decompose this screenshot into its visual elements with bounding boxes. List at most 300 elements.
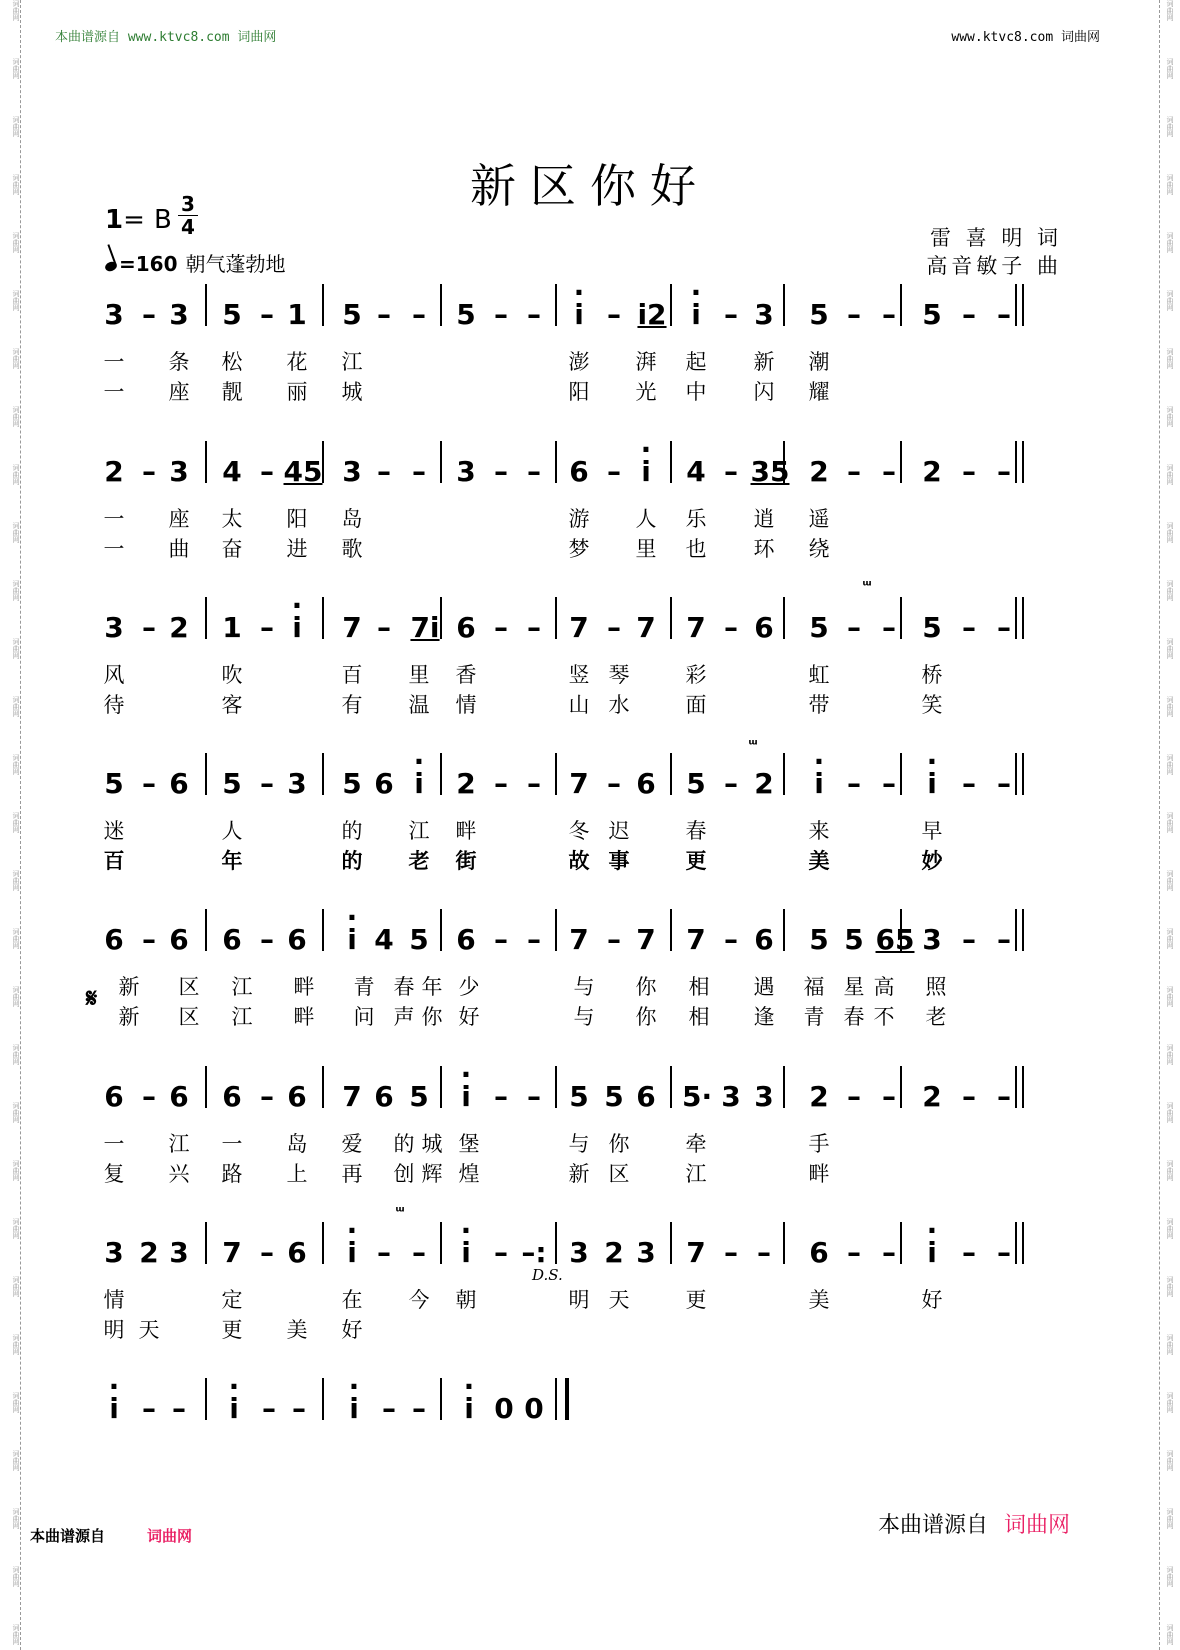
bar-line bbox=[555, 597, 557, 639]
lyric-syllable: 客 bbox=[221, 693, 243, 717]
watermark-text: 词曲网 bbox=[12, 1334, 20, 1355]
lyric-syllable: 青 bbox=[353, 975, 375, 999]
watermark-text: 词曲网 bbox=[12, 174, 20, 195]
note: 6 bbox=[287, 1236, 307, 1269]
lyric-syllable: 与 bbox=[573, 1005, 595, 1029]
lyric-syllable: 老 bbox=[925, 1005, 947, 1029]
notes-row bbox=[100, 455, 1075, 495]
watermark-text: 词曲网 bbox=[1166, 870, 1174, 891]
note: – bbox=[527, 455, 541, 488]
note: 6 bbox=[754, 923, 774, 956]
lyric-syllable: 路 bbox=[221, 1162, 243, 1186]
note: 5 bbox=[604, 1080, 624, 1113]
bar-line-end bbox=[1022, 597, 1024, 639]
lyric-syllable: 美 bbox=[808, 849, 830, 873]
lyric-syllable: 逢 bbox=[753, 1005, 775, 1029]
bar-line bbox=[670, 909, 672, 951]
bar-line bbox=[322, 597, 324, 639]
note: · i bbox=[283, 611, 311, 644]
note: – bbox=[527, 298, 541, 331]
lyric-syllable: 遇 bbox=[753, 975, 775, 999]
bar-line bbox=[205, 1378, 207, 1420]
note: – bbox=[882, 611, 896, 644]
note: – bbox=[412, 1236, 426, 1269]
note: 3 bbox=[169, 1236, 189, 1269]
bar-line bbox=[783, 1066, 785, 1108]
note: 7 bbox=[342, 1080, 362, 1113]
lyric-syllable: 人 bbox=[221, 819, 243, 843]
notes-row bbox=[100, 767, 1075, 807]
note: 7 bbox=[569, 611, 589, 644]
watermark-text: 词曲网 bbox=[12, 1392, 20, 1413]
lyric-syllable: 与 bbox=[568, 1132, 590, 1156]
note: 6 bbox=[754, 611, 774, 644]
note: – bbox=[142, 298, 156, 331]
note: 1 bbox=[222, 611, 242, 644]
note: – bbox=[260, 455, 274, 488]
header-source-left bbox=[55, 26, 276, 45]
lyric-syllable: 煌 bbox=[458, 1162, 480, 1186]
bar-line bbox=[783, 1222, 785, 1264]
lyric-syllable: 澎 bbox=[568, 350, 590, 374]
watermark-text: 词曲网 bbox=[12, 870, 20, 891]
lyric-syllable: 也 bbox=[685, 537, 707, 561]
note: – bbox=[260, 1080, 274, 1113]
note: – bbox=[412, 298, 426, 331]
bar-line bbox=[440, 1066, 442, 1108]
note: 7i bbox=[410, 611, 440, 644]
bar-line bbox=[555, 753, 557, 795]
lyric-syllable: 太 bbox=[221, 507, 243, 531]
note: – bbox=[607, 455, 621, 488]
lyric-syllable: 一 bbox=[103, 380, 125, 404]
lyric-syllable: 畔 bbox=[455, 819, 477, 843]
lyric-syllable: 新 bbox=[118, 1005, 140, 1029]
note: 5 bbox=[104, 767, 124, 800]
note: 6 bbox=[636, 767, 656, 800]
note: – bbox=[377, 455, 391, 488]
lyric-syllable: 年 bbox=[421, 975, 443, 999]
note: 4 bbox=[686, 455, 706, 488]
note: 2 bbox=[809, 455, 829, 488]
key-note: B bbox=[153, 205, 172, 235]
lyric-syllable: 彩 bbox=[685, 663, 707, 687]
lyric-syllable: 春 bbox=[843, 1005, 865, 1029]
lyric-syllable: 情 bbox=[103, 1288, 125, 1312]
watermark-text: 词曲网 bbox=[12, 1450, 20, 1471]
bar-line bbox=[900, 909, 902, 951]
tempo-style: 朝气蓬勃地 bbox=[185, 252, 286, 276]
bar-line bbox=[670, 284, 672, 326]
note: – bbox=[142, 455, 156, 488]
lyric-syllable: 温 bbox=[408, 693, 430, 717]
lyric-syllable: 少 bbox=[458, 975, 480, 999]
watermark-text: 词曲网 bbox=[1166, 1508, 1174, 1529]
lyric-syllable: 爱 bbox=[341, 1132, 363, 1156]
lyric-syllable: 创 bbox=[393, 1162, 415, 1186]
watermark-text: 词曲网 bbox=[1166, 812, 1174, 833]
bar-line bbox=[1015, 597, 1017, 639]
note: – bbox=[997, 923, 1011, 956]
note: 5 bbox=[686, 767, 706, 800]
note: – bbox=[962, 923, 976, 956]
bar-line bbox=[900, 284, 902, 326]
time-sig-top: 3 bbox=[181, 192, 195, 216]
note: – bbox=[412, 455, 426, 488]
lyric-syllable: 定 bbox=[221, 1288, 243, 1312]
lyric-syllable: 岛 bbox=[286, 1132, 308, 1156]
lyric-syllable: 绕 bbox=[808, 537, 830, 561]
note: 5 bbox=[409, 1080, 429, 1113]
lyric-syllable: 江 bbox=[231, 1005, 253, 1029]
lyric-syllable: 新 bbox=[118, 975, 140, 999]
final-bar-line bbox=[565, 1378, 569, 1420]
note: 2 bbox=[809, 1080, 829, 1113]
header-right-url[interactable]: www.ktvc8.com bbox=[951, 30, 1054, 45]
bar-line bbox=[1015, 753, 1017, 795]
watermark-text: 词曲网 bbox=[1166, 58, 1174, 79]
bar-line bbox=[1015, 1066, 1017, 1108]
header-left-url[interactable]: www.ktvc8.com bbox=[127, 30, 230, 45]
watermark-text: 词曲网 bbox=[12, 1508, 20, 1529]
notes-row bbox=[100, 1080, 1075, 1120]
header-left-prefix: 本曲谱源自 bbox=[55, 30, 121, 45]
lyric-syllable: 区 bbox=[178, 1005, 200, 1029]
note: – bbox=[997, 611, 1011, 644]
note: – bbox=[527, 767, 541, 800]
notes-row bbox=[100, 611, 1075, 651]
note: · i bbox=[340, 1392, 368, 1425]
bar-line bbox=[1015, 441, 1017, 483]
note: – bbox=[292, 1392, 306, 1425]
bar-line bbox=[670, 1222, 672, 1264]
lyric-syllable: 故 bbox=[568, 849, 590, 873]
note: – bbox=[377, 298, 391, 331]
notes-row bbox=[100, 298, 1075, 338]
lyric-syllable: 条 bbox=[168, 350, 190, 374]
lyric-syllable: 座 bbox=[168, 507, 190, 531]
lyric-syllable: 有 bbox=[341, 693, 363, 717]
note: 7 bbox=[686, 923, 706, 956]
watermark-text: 词曲网 bbox=[1166, 1450, 1174, 1471]
note: – bbox=[412, 1392, 426, 1425]
note: 6 bbox=[569, 455, 589, 488]
lyric-syllable: 明 bbox=[568, 1288, 590, 1312]
note: 3 bbox=[104, 611, 124, 644]
lyric-syllable: 靓 bbox=[221, 380, 243, 404]
lyric-syllable: 一 bbox=[103, 350, 125, 374]
lyric-syllable: 高 bbox=[873, 975, 895, 999]
lyric-syllable: 更 bbox=[685, 849, 707, 873]
note: – bbox=[724, 767, 738, 800]
lyric-syllable: 相 bbox=[688, 975, 710, 999]
mordent-icon: ᵚ bbox=[862, 578, 872, 594]
watermark-text: 词曲网 bbox=[1166, 928, 1174, 949]
watermark-text: 词曲网 bbox=[1166, 1160, 1174, 1181]
lyric-syllable: 逍 bbox=[753, 507, 775, 531]
note: 6 bbox=[456, 923, 476, 956]
bar-line bbox=[900, 597, 902, 639]
note: 0 bbox=[524, 1392, 544, 1425]
lyric-syllable: 风 bbox=[103, 663, 125, 687]
watermark-text: 词曲网 bbox=[1166, 638, 1174, 659]
lyric-syllable: 天 bbox=[138, 1318, 160, 1342]
note: 7 bbox=[342, 611, 362, 644]
note: – bbox=[494, 923, 508, 956]
quarter-note-icon bbox=[104, 260, 118, 273]
watermark-text: 词曲网 bbox=[12, 812, 20, 833]
time-sig-bottom: 4 bbox=[178, 215, 198, 238]
watermark-text: 词曲网 bbox=[1166, 754, 1174, 775]
footer-left-site[interactable]: 词曲网 bbox=[147, 1527, 193, 1545]
note: 4 bbox=[374, 923, 394, 956]
note: 6 bbox=[456, 611, 476, 644]
note: 45 bbox=[283, 455, 323, 488]
note: · i bbox=[220, 1392, 248, 1425]
note: 3 bbox=[342, 455, 362, 488]
note: – bbox=[724, 1236, 738, 1269]
watermark-text: 词曲网 bbox=[1166, 1276, 1174, 1297]
note: 3 bbox=[169, 455, 189, 488]
note: – bbox=[494, 455, 508, 488]
note: 2 bbox=[169, 611, 189, 644]
bar-line bbox=[555, 1222, 557, 1264]
note: · i bbox=[405, 767, 433, 800]
note: i2 bbox=[637, 298, 667, 331]
lyric-syllable: 一 bbox=[221, 1132, 243, 1156]
notes-row bbox=[100, 1392, 1075, 1432]
note: – bbox=[997, 1236, 1011, 1269]
lyric-syllable: 你 bbox=[635, 1005, 657, 1029]
note: – bbox=[997, 298, 1011, 331]
watermark-text: 词曲网 bbox=[1166, 116, 1174, 137]
lyric-syllable: 好 bbox=[921, 1288, 943, 1312]
dal-segno-mark: D.S. bbox=[532, 1266, 563, 1284]
note: 3 bbox=[754, 298, 774, 331]
watermark-text: 词曲网 bbox=[12, 290, 20, 311]
note: 2 bbox=[922, 1080, 942, 1113]
note: – bbox=[494, 767, 508, 800]
watermark-text: 词曲网 bbox=[1166, 1102, 1174, 1123]
bar-line bbox=[900, 1222, 902, 1264]
note: – bbox=[882, 1080, 896, 1113]
mordent-icon: ᵚ bbox=[748, 737, 758, 753]
key-signature bbox=[105, 205, 172, 235]
lyric-syllable: 不 bbox=[873, 1005, 895, 1029]
note: – bbox=[962, 298, 976, 331]
note: 6 bbox=[374, 1080, 394, 1113]
lyric-syllable: 松 bbox=[221, 350, 243, 374]
watermark-text: 词曲网 bbox=[12, 1276, 20, 1297]
note: 6 bbox=[104, 1080, 124, 1113]
watermark-text: 词曲网 bbox=[1166, 1044, 1174, 1065]
lyric-syllable: 座 bbox=[168, 380, 190, 404]
lyric-syllable: 笑 bbox=[921, 693, 943, 717]
note: 4 bbox=[222, 455, 242, 488]
note: · i bbox=[338, 923, 366, 956]
lyric-syllable: 迟 bbox=[608, 819, 630, 843]
bar-line bbox=[440, 1378, 442, 1420]
note: 6 bbox=[374, 767, 394, 800]
note: – bbox=[382, 1392, 396, 1425]
lyric-syllable: 江 bbox=[685, 1162, 707, 1186]
note: 5 bbox=[342, 298, 362, 331]
lyric-syllable: 琴 bbox=[608, 663, 630, 687]
note: 5 bbox=[922, 298, 942, 331]
note: – bbox=[142, 923, 156, 956]
note: – bbox=[962, 455, 976, 488]
note: – bbox=[847, 1236, 861, 1269]
note: 5· bbox=[682, 1080, 713, 1113]
song-title: 新区你好 bbox=[470, 159, 710, 213]
note: – bbox=[260, 1236, 274, 1269]
note: – bbox=[997, 1080, 1011, 1113]
note: –: bbox=[521, 1236, 547, 1269]
note: – bbox=[607, 923, 621, 956]
note: – bbox=[847, 455, 861, 488]
lyric-syllable: 迷 bbox=[103, 819, 125, 843]
tempo-marking bbox=[105, 248, 286, 277]
watermark-text: 词曲网 bbox=[12, 580, 20, 601]
note: 2 bbox=[456, 767, 476, 800]
note: 6 bbox=[169, 923, 189, 956]
lyric-syllable: 好 bbox=[341, 1318, 363, 1342]
bar-line bbox=[555, 909, 557, 951]
lyric-syllable: 游 bbox=[568, 507, 590, 531]
lyric-syllable: 耀 bbox=[808, 380, 830, 404]
lyric-syllable: 天 bbox=[608, 1288, 630, 1312]
bar-line-end bbox=[1022, 1066, 1024, 1108]
lyric-syllable: 岛 bbox=[341, 507, 363, 531]
lyric-syllable: 畔 bbox=[808, 1162, 830, 1186]
note: 5 bbox=[844, 923, 864, 956]
bar-line bbox=[440, 909, 442, 951]
note: 7 bbox=[222, 1236, 242, 1269]
watermark-text: 词曲网 bbox=[12, 1160, 20, 1181]
note: – bbox=[724, 455, 738, 488]
notes-row bbox=[100, 1236, 1075, 1276]
lyric-syllable: 江 bbox=[168, 1132, 190, 1156]
lyric-syllable: 情 bbox=[455, 693, 477, 717]
lyric-syllable: 区 bbox=[608, 1162, 630, 1186]
lyric-syllable: 上 bbox=[286, 1162, 308, 1186]
note: 6 bbox=[222, 1080, 242, 1113]
watermark-text: 词曲网 bbox=[12, 928, 20, 949]
note: · i bbox=[632, 455, 660, 488]
bar-line bbox=[205, 1222, 207, 1264]
watermark-text: 词曲网 bbox=[1166, 174, 1174, 195]
bar-line-end bbox=[1022, 909, 1024, 951]
lyric-syllable: 奋 bbox=[221, 537, 243, 561]
lyric-syllable: 声 bbox=[393, 1005, 415, 1029]
note: – bbox=[847, 1080, 861, 1113]
watermark-text: 词曲网 bbox=[12, 348, 20, 369]
note: – bbox=[607, 298, 621, 331]
lyric-syllable: 兴 bbox=[168, 1162, 190, 1186]
note: 6 bbox=[169, 767, 189, 800]
note: – bbox=[260, 767, 274, 800]
note: – bbox=[262, 1392, 276, 1425]
bar-line bbox=[1015, 1222, 1017, 1264]
footer-right-site[interactable]: 词曲网 bbox=[1003, 1513, 1070, 1538]
note: – bbox=[847, 767, 861, 800]
note: 5 bbox=[809, 298, 829, 331]
note: · i bbox=[918, 1236, 946, 1269]
lyric-syllable: 你 bbox=[608, 1132, 630, 1156]
note: 2 bbox=[104, 455, 124, 488]
note: 3 bbox=[287, 767, 307, 800]
watermark-text: 词曲网 bbox=[12, 1044, 20, 1065]
note: 7 bbox=[636, 611, 656, 644]
bar-line bbox=[555, 1066, 557, 1108]
lyric-syllable: 中 bbox=[685, 380, 707, 404]
note: 2 bbox=[754, 767, 774, 800]
bar-line bbox=[440, 284, 442, 326]
watermark-text: 词曲网 bbox=[12, 1566, 20, 1587]
bar-line bbox=[205, 441, 207, 483]
note: – bbox=[724, 298, 738, 331]
lyric-syllable: 香 bbox=[455, 663, 477, 687]
lyric-syllable: 待 bbox=[103, 693, 125, 717]
bar-line bbox=[440, 441, 442, 483]
watermark-text: 词曲网 bbox=[1166, 522, 1174, 543]
note: 5 bbox=[809, 611, 829, 644]
note: 7 bbox=[569, 767, 589, 800]
lyric-syllable: 辉 bbox=[421, 1162, 443, 1186]
note: – bbox=[494, 611, 508, 644]
lyric-syllable: 牵 bbox=[685, 1132, 707, 1156]
lyric-syllable: 新 bbox=[568, 1162, 590, 1186]
note: · i bbox=[100, 1392, 128, 1425]
bar-line bbox=[900, 441, 902, 483]
lyric-syllable: 一 bbox=[103, 1132, 125, 1156]
lyric-syllable: 明 bbox=[103, 1318, 125, 1342]
watermark-text: 词曲网 bbox=[1166, 348, 1174, 369]
note: 3 bbox=[169, 298, 189, 331]
lyric-syllable: 冬 bbox=[568, 819, 590, 843]
lyric-syllable: 街 bbox=[455, 849, 477, 873]
lyric-syllable: 江 bbox=[408, 819, 430, 843]
key-eq: = bbox=[123, 205, 145, 235]
note: – bbox=[882, 1236, 896, 1269]
lyric-syllable: 吹 bbox=[221, 663, 243, 687]
lyric-syllable: 一 bbox=[103, 537, 125, 561]
note: · i bbox=[452, 1236, 480, 1269]
lyric-syllable: 来 bbox=[808, 819, 830, 843]
note: – bbox=[962, 1080, 976, 1113]
note: – bbox=[997, 767, 1011, 800]
lyric-syllable: 里 bbox=[635, 537, 657, 561]
lyric-syllable: 的 bbox=[341, 849, 363, 873]
bar-line bbox=[670, 753, 672, 795]
note: · i bbox=[455, 1392, 483, 1425]
lyric-syllable: 闪 bbox=[753, 380, 775, 404]
lyric-syllable: 水 bbox=[608, 693, 630, 717]
note: – bbox=[494, 298, 508, 331]
bar-line bbox=[440, 597, 442, 639]
note: 35 bbox=[750, 455, 790, 488]
lyric-syllable: 年 bbox=[221, 849, 243, 873]
lyric-syllable: 曲 bbox=[168, 537, 190, 561]
note: 5 bbox=[222, 298, 242, 331]
note: – bbox=[847, 611, 861, 644]
composer-credit: 高音敏子 曲 bbox=[926, 254, 1062, 278]
bar-line bbox=[322, 284, 324, 326]
watermark-text: 词曲网 bbox=[1166, 986, 1174, 1007]
lyric-syllable: 城 bbox=[421, 1132, 443, 1156]
lyric-syllable: 在 bbox=[341, 1288, 363, 1312]
segno-icon: 𝄋 bbox=[86, 984, 98, 1014]
